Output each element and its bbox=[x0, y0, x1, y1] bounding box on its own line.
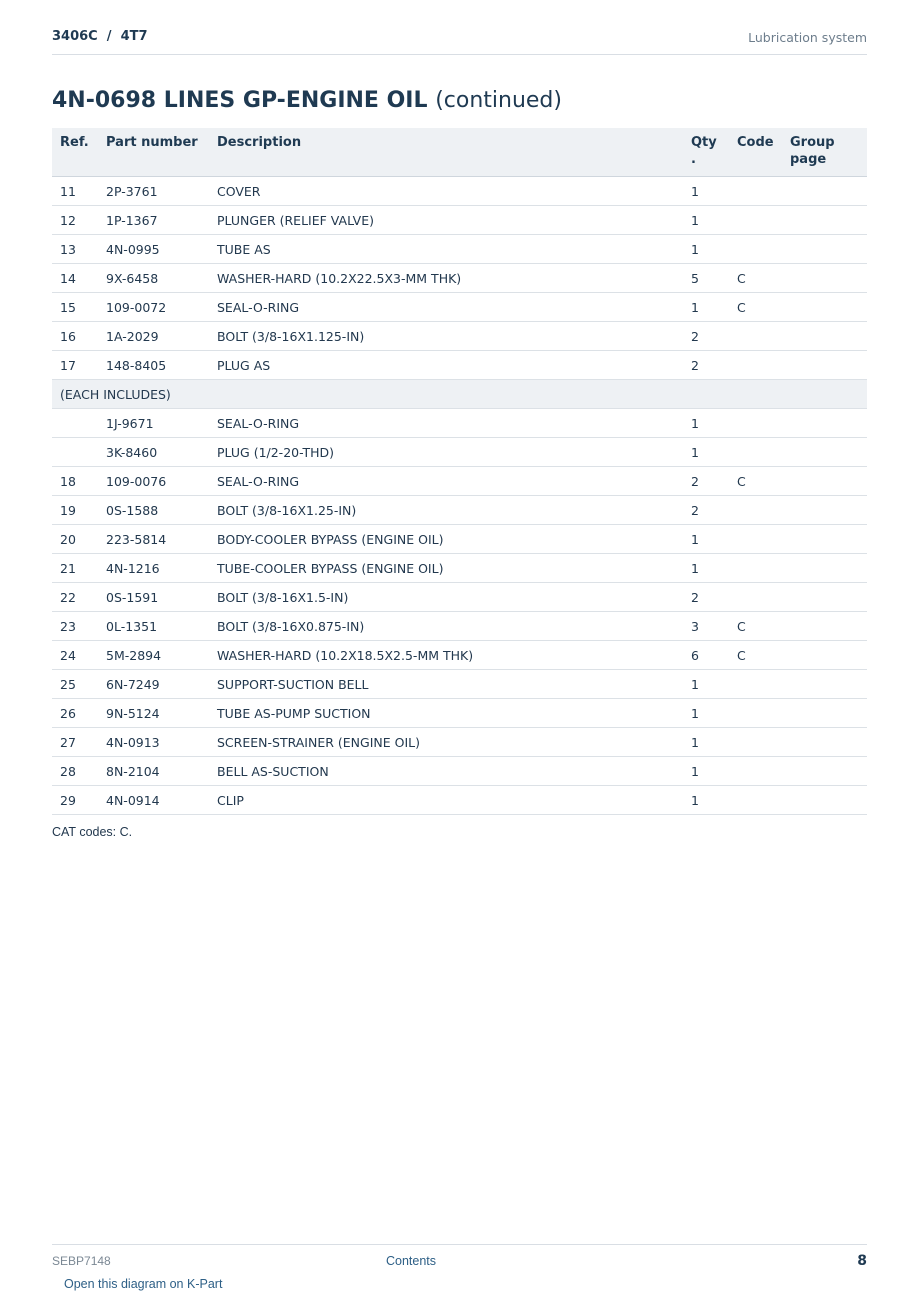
table-row bbox=[52, 496, 867, 525]
cell-part-number: 4N-1216 bbox=[98, 554, 209, 583]
table-row bbox=[52, 177, 867, 206]
column-header-part-number: Part number bbox=[98, 128, 209, 177]
cell-ref: 15 bbox=[52, 293, 98, 322]
note-text: (EACH INCLUDES) bbox=[52, 380, 867, 409]
section-label: Lubrication system bbox=[748, 30, 867, 45]
cell-part-number: 6N-7249 bbox=[98, 670, 209, 699]
cell-qty: 1 bbox=[683, 699, 729, 728]
cell-group-page bbox=[782, 525, 867, 554]
cell-qty: 2 bbox=[683, 467, 729, 496]
cell-description: SEAL-O-RING bbox=[209, 409, 683, 438]
cell-description: TUBE AS-PUMP SUCTION bbox=[209, 699, 683, 728]
cell-code bbox=[729, 496, 782, 525]
cell-group-page bbox=[782, 235, 867, 264]
cell-group-page bbox=[782, 786, 867, 815]
cell-qty: 2 bbox=[683, 351, 729, 380]
cell-part-number: 9X-6458 bbox=[98, 264, 209, 293]
table-row bbox=[52, 786, 867, 815]
cell-ref: 17 bbox=[52, 351, 98, 380]
cell-ref: 19 bbox=[52, 496, 98, 525]
cell-group-page bbox=[782, 177, 867, 206]
cell-qty: 1 bbox=[683, 409, 729, 438]
cell-part-number: 2P-3761 bbox=[98, 177, 209, 206]
cell-group-page bbox=[782, 641, 867, 670]
cell-description: SCREEN-STRAINER (ENGINE OIL) bbox=[209, 728, 683, 757]
cell-part-number: 4N-0995 bbox=[98, 235, 209, 264]
cell-ref bbox=[52, 438, 98, 467]
cell-qty: 1 bbox=[683, 757, 729, 786]
column-header-group-page: Group page bbox=[782, 128, 867, 177]
cell-group-page bbox=[782, 409, 867, 438]
cell-code bbox=[729, 206, 782, 235]
cell-ref: 20 bbox=[52, 525, 98, 554]
parts-table bbox=[52, 128, 867, 815]
cell-code bbox=[729, 699, 782, 728]
document-id: SEBP7148 bbox=[52, 1254, 111, 1268]
table-row bbox=[52, 235, 867, 264]
cell-code: C bbox=[729, 641, 782, 670]
title-main: 4N-0698 LINES GP-ENGINE OIL bbox=[52, 88, 428, 113]
cell-group-page bbox=[782, 583, 867, 612]
cell-part-number: 0S-1591 bbox=[98, 583, 209, 612]
cell-description: BOLT (3/8-16X0.875-IN) bbox=[209, 612, 683, 641]
cell-qty: 1 bbox=[683, 525, 729, 554]
page-footer bbox=[52, 1244, 867, 1275]
cell-group-page bbox=[782, 351, 867, 380]
cell-part-number: 8N-2104 bbox=[98, 757, 209, 786]
cell-group-page bbox=[782, 438, 867, 467]
cell-ref: 18 bbox=[52, 467, 98, 496]
cell-part-number: 109-0072 bbox=[98, 293, 209, 322]
cell-description: WASHER-HARD (10.2X22.5X3-MM THK) bbox=[209, 264, 683, 293]
cell-qty: 1 bbox=[683, 206, 729, 235]
cell-code bbox=[729, 670, 782, 699]
page-header bbox=[52, 22, 867, 55]
cell-code bbox=[729, 438, 782, 467]
cell-qty: 1 bbox=[683, 554, 729, 583]
cell-qty: 2 bbox=[683, 496, 729, 525]
cell-part-number: 148-8405 bbox=[98, 351, 209, 380]
cell-code: C bbox=[729, 264, 782, 293]
table-row bbox=[52, 206, 867, 235]
contents-link[interactable]: Contents bbox=[386, 1254, 437, 1268]
cell-description: BOLT (3/8-16X1.25-IN) bbox=[209, 496, 683, 525]
cell-part-number: 4N-0914 bbox=[98, 786, 209, 815]
table-row bbox=[52, 293, 867, 322]
cell-ref: 29 bbox=[52, 786, 98, 815]
cell-group-page bbox=[782, 612, 867, 641]
cell-group-page bbox=[782, 264, 867, 293]
cell-code bbox=[729, 757, 782, 786]
cell-code bbox=[729, 786, 782, 815]
table-row bbox=[52, 728, 867, 757]
cell-description: BODY-COOLER BYPASS (ENGINE OIL) bbox=[209, 525, 683, 554]
cell-description: BOLT (3/8-16X1.5-IN) bbox=[209, 583, 683, 612]
table-row bbox=[52, 264, 867, 293]
cell-part-number: 223-5814 bbox=[98, 525, 209, 554]
column-header-qty: Qty . bbox=[683, 128, 729, 177]
cell-code bbox=[729, 525, 782, 554]
cell-ref: 14 bbox=[52, 264, 98, 293]
cell-group-page bbox=[782, 467, 867, 496]
cell-ref: 22 bbox=[52, 583, 98, 612]
cell-description: SEAL-O-RING bbox=[209, 467, 683, 496]
cell-description: PLUG AS bbox=[209, 351, 683, 380]
cell-ref: 25 bbox=[52, 670, 98, 699]
table-row bbox=[52, 612, 867, 641]
cell-code bbox=[729, 351, 782, 380]
table-row bbox=[52, 583, 867, 612]
cell-group-page bbox=[782, 757, 867, 786]
cell-ref: 16 bbox=[52, 322, 98, 351]
page-number: 8 bbox=[857, 1253, 867, 1269]
cell-code: C bbox=[729, 612, 782, 641]
table-note-row bbox=[52, 380, 867, 409]
cell-ref: 27 bbox=[52, 728, 98, 757]
cell-code bbox=[729, 322, 782, 351]
cell-qty: 1 bbox=[683, 786, 729, 815]
cell-qty: 1 bbox=[683, 293, 729, 322]
table-header-row bbox=[52, 128, 867, 177]
cell-part-number: 1A-2029 bbox=[98, 322, 209, 351]
cell-qty: 2 bbox=[683, 322, 729, 351]
table-row bbox=[52, 641, 867, 670]
cell-qty: 1 bbox=[683, 235, 729, 264]
cell-ref: 28 bbox=[52, 757, 98, 786]
cell-qty: 3 bbox=[683, 612, 729, 641]
cell-part-number: 0L-1351 bbox=[98, 612, 209, 641]
table-row bbox=[52, 467, 867, 496]
cell-part-number: 1J-9671 bbox=[98, 409, 209, 438]
cell-ref: 11 bbox=[52, 177, 98, 206]
column-header-ref: Ref. bbox=[52, 128, 98, 177]
cell-part-number: 0S-1588 bbox=[98, 496, 209, 525]
cell-group-page bbox=[782, 322, 867, 351]
table-row bbox=[52, 699, 867, 728]
cell-description: COVER bbox=[209, 177, 683, 206]
cell-description: SUPPORT-SUCTION BELL bbox=[209, 670, 683, 699]
cell-part-number: 3K-8460 bbox=[98, 438, 209, 467]
cell-qty: 5 bbox=[683, 264, 729, 293]
cell-qty: 1 bbox=[683, 670, 729, 699]
cell-group-page bbox=[782, 496, 867, 525]
cell-qty: 2 bbox=[683, 583, 729, 612]
cell-ref: 24 bbox=[52, 641, 98, 670]
cell-description: PLUG (1/2-20-THD) bbox=[209, 438, 683, 467]
cell-ref: 26 bbox=[52, 699, 98, 728]
cell-ref: 21 bbox=[52, 554, 98, 583]
cell-code: C bbox=[729, 467, 782, 496]
cell-qty: 6 bbox=[683, 641, 729, 670]
cell-description: SEAL-O-RING bbox=[209, 293, 683, 322]
cell-group-page bbox=[782, 554, 867, 583]
cell-description: BOLT (3/8-16X1.125-IN) bbox=[209, 322, 683, 351]
cell-description: WASHER-HARD (10.2X18.5X2.5-MM THK) bbox=[209, 641, 683, 670]
title-suffix: (continued) bbox=[435, 88, 562, 113]
cell-group-page bbox=[782, 670, 867, 699]
cell-description: TUBE AS bbox=[209, 235, 683, 264]
table-row bbox=[52, 351, 867, 380]
cell-ref: 12 bbox=[52, 206, 98, 235]
cell-qty: 1 bbox=[683, 177, 729, 206]
cell-code bbox=[729, 409, 782, 438]
cell-description: TUBE-COOLER BYPASS (ENGINE OIL) bbox=[209, 554, 683, 583]
cell-ref bbox=[52, 409, 98, 438]
cell-code bbox=[729, 177, 782, 206]
cell-description: CLIP bbox=[209, 786, 683, 815]
cell-group-page bbox=[782, 699, 867, 728]
cell-description: PLUNGER (RELIEF VALVE) bbox=[209, 206, 683, 235]
cell-description: BELL AS-SUCTION bbox=[209, 757, 683, 786]
cell-group-page bbox=[782, 728, 867, 757]
cell-ref: 23 bbox=[52, 612, 98, 641]
cell-part-number: 5M-2894 bbox=[98, 641, 209, 670]
model-label: 3406C / 4T7 bbox=[52, 29, 148, 44]
open-diagram-link[interactable]: Open this diagram on K-Part bbox=[64, 1277, 223, 1291]
cell-code bbox=[729, 583, 782, 612]
table-row bbox=[52, 409, 867, 438]
table-row bbox=[52, 554, 867, 583]
table-row bbox=[52, 525, 867, 554]
cell-part-number: 9N-5124 bbox=[98, 699, 209, 728]
cell-qty: 1 bbox=[683, 438, 729, 467]
cell-ref: 13 bbox=[52, 235, 98, 264]
cell-code: C bbox=[729, 293, 782, 322]
cell-group-page bbox=[782, 293, 867, 322]
table-row bbox=[52, 322, 867, 351]
cell-part-number: 1P-1367 bbox=[98, 206, 209, 235]
column-header-description: Description bbox=[209, 128, 683, 177]
table-row bbox=[52, 670, 867, 699]
cell-code bbox=[729, 554, 782, 583]
cell-part-number: 4N-0913 bbox=[98, 728, 209, 757]
cell-code bbox=[729, 728, 782, 757]
column-header-code: Code bbox=[729, 128, 782, 177]
table-row bbox=[52, 438, 867, 467]
cell-group-page bbox=[782, 206, 867, 235]
table-row bbox=[52, 757, 867, 786]
cell-part-number: 109-0076 bbox=[98, 467, 209, 496]
cell-code bbox=[729, 235, 782, 264]
page-title bbox=[52, 88, 562, 113]
cell-qty: 1 bbox=[683, 728, 729, 757]
cat-codes-note: CAT codes: C. bbox=[52, 825, 133, 839]
